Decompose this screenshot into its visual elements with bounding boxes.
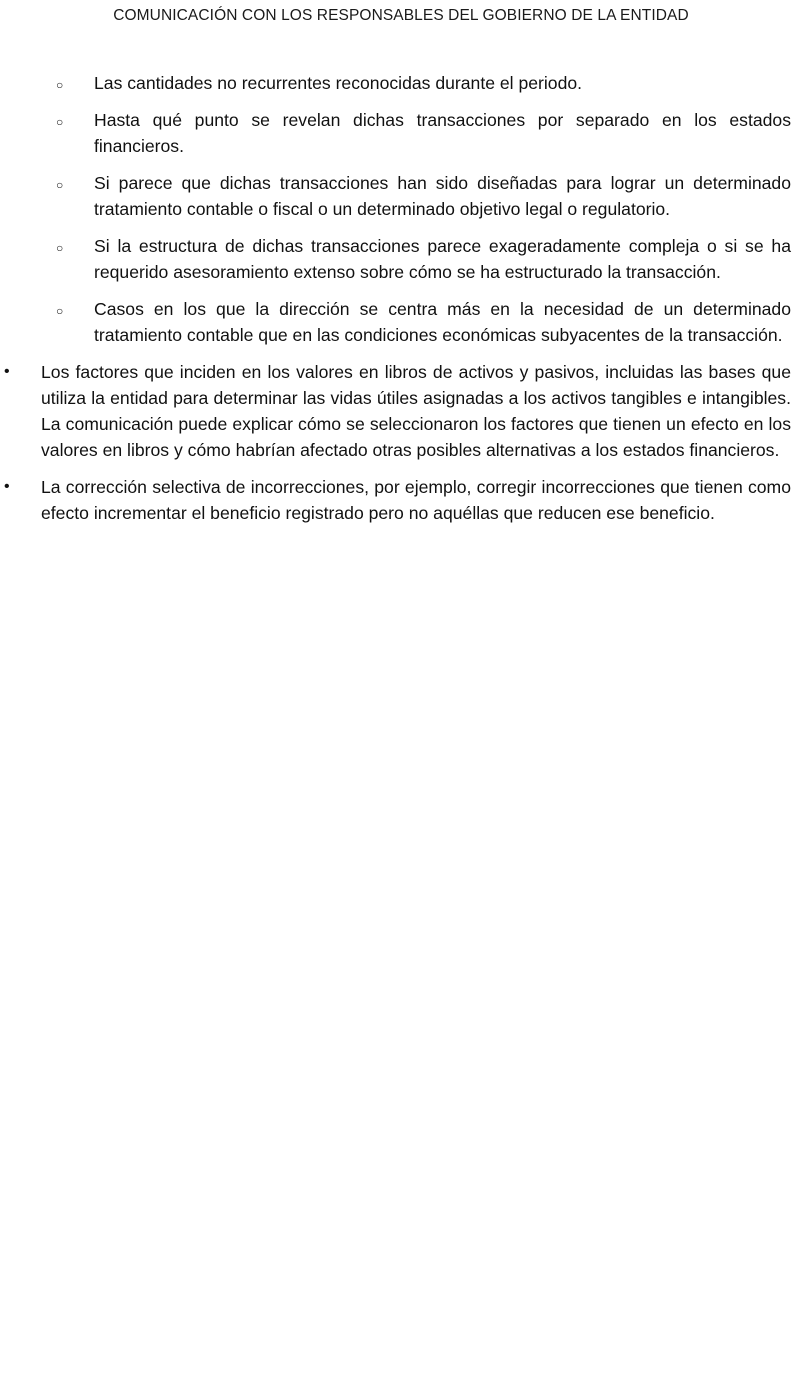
circle-bullet-icon: ○ <box>56 241 64 255</box>
main-list-item-text: Los factores que inciden en los valores en libros de activos y pasivos, incluidas las bases que utiliza la entidad para determinar las vidas útiles asignadas a los activos tangibles e intangibles. La comunicación puede explicar cómo se seleccionaron los factores que tienen un efecto en los valores en libros y cómo habrían afectado otras posibles alternativas a los estados financieros. <box>41 362 791 460</box>
sub-list-item <box>0 107 802 159</box>
sub-list-item <box>0 170 802 222</box>
circle-bullet-icon: ○ <box>56 304 64 318</box>
document-body <box>0 70 802 537</box>
sub-list-item-text: Las cantidades no recurrentes reconocidas durante el periodo. <box>94 73 583 93</box>
page-header: COMUNICACIÓN CON LOS RESPONSABLES DEL GOBIERNO DE LA ENTIDAD <box>113 7 689 24</box>
sub-list-item <box>0 296 802 348</box>
main-list-item <box>0 359 802 463</box>
main-list-item-text: La corrección selectiva de incorrecciones, por ejemplo, corregir incorrecciones que tienen como efecto incrementar el beneficio registrado pero no aquéllas que reducen ese beneficio. <box>41 477 791 523</box>
sub-list-item-text: Si parece que dichas transacciones han sido diseñadas para lograr un determinado tratamiento contable o fiscal o un determinado objetivo legal o regulatorio. <box>94 173 791 219</box>
bullet-icon: • <box>4 478 10 495</box>
main-list-item <box>0 474 802 526</box>
circle-bullet-icon: ○ <box>56 115 64 129</box>
bullet-icon: • <box>4 363 10 380</box>
sub-list-item <box>0 70 802 96</box>
circle-bullet-icon: ○ <box>56 178 64 192</box>
sub-list-item-text: Hasta qué punto se revelan dichas transacciones por separado en los estados financieros. <box>94 110 791 156</box>
sub-list-item <box>0 233 802 285</box>
circle-bullet-icon: ○ <box>56 78 64 92</box>
sub-list-item-text: Casos en los que la dirección se centra más en la necesidad de un determinado tratamiento contable que en las condiciones económicas subyacentes de la transacción. <box>94 299 791 345</box>
sub-list-item-text: Si la estructura de dichas transacciones parece exageradamente compleja o si se ha requerido asesoramiento extenso sobre cómo se ha estructurado la transacción. <box>94 236 791 282</box>
